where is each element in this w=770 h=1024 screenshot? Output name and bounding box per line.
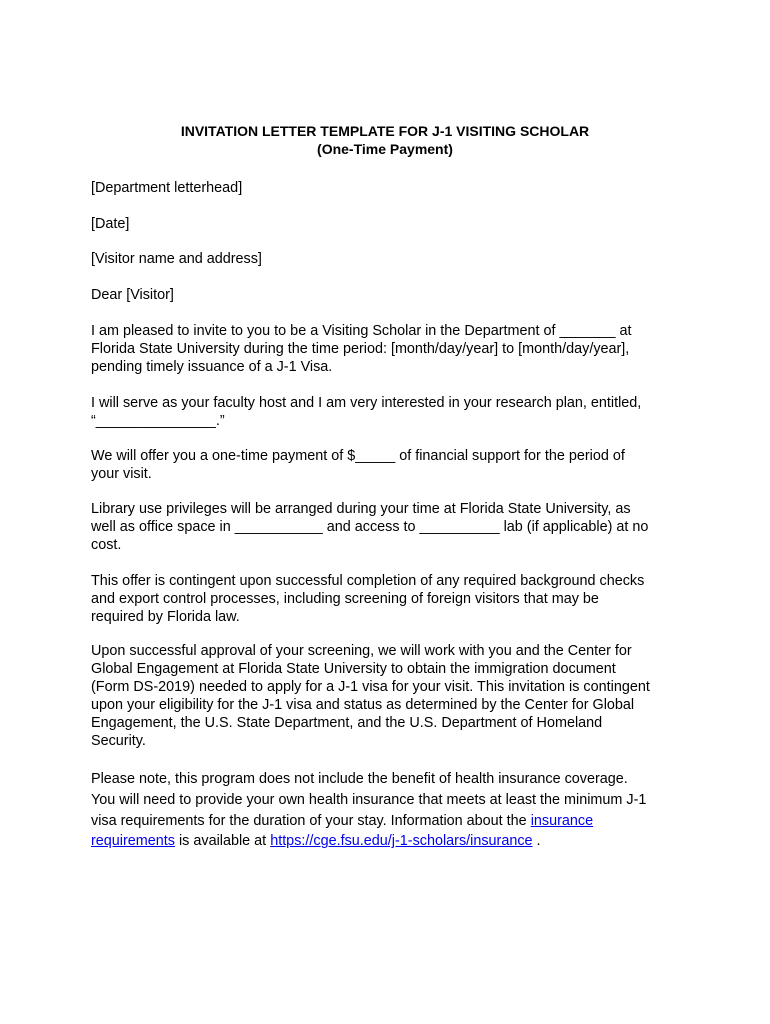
title-line-1: INVITATION LETTER TEMPLATE FOR J-1 VISITING SCHOLAR [180, 123, 590, 139]
available-at-text: is available at [174, 833, 271, 850]
paragraph-invitation: I am pleased to invite to you to be a Visiting Scholar in the Department of _______ at Florida State University during the time period: [month/day/year] to [month/day/year], pending timely issuance of a J-1 Visa. [91, 323, 632, 375]
letterhead-placeholder: [Department letterhead] [91, 180, 243, 196]
insurance-line-2: You will need to provide your own health insurance that meets at least the minimum J-1 [91, 791, 647, 808]
paragraph-library: Library use privileges will be arranged during your time at Florida State University, as well as office space in ___________ and access to __________ lab (if applicable) at no cost. [91, 501, 649, 553]
insurance-line-3 [91, 811, 691, 832]
paragraph-screening: Upon successful approval of your screening, we will work with you and the Center for Global Engagement at Florida State University to obtain the immigration document (Form DS-2019) needed to apply for a J-1 visa for your visit. This invitation is contingent upon your eligibility for the J-1 visa and status as determined by the Center for Global Engagement, the U.S. State Department, and the U.S. Department of Homeland Security. [91, 643, 650, 749]
insurance-line-3-text: visa requirements for the duration of your stay. Information about the [91, 812, 531, 829]
letter-title [0, 122, 770, 158]
paragraph-contingent: This offer is contingent upon successful completion of any required background checks and export control processes, including screening of foreign visitors that may be required by Florida law. [91, 573, 645, 625]
paragraph-payment: We will offer you a one-time payment of $_____ of financial support for the period of your visit. [91, 448, 625, 482]
paragraph-insurance-note [91, 769, 691, 852]
visitor-address-placeholder: [Visitor name and address] [91, 251, 262, 267]
insurance-requirements-link-part-1[interactable]: insurance [530, 812, 594, 829]
insurance-line-1: Please note, this program does not include the benefit of health insurance coverage. [91, 771, 628, 787]
date-placeholder: [Date] [91, 216, 130, 232]
insurance-url-link[interactable]: https://cge.fsu.edu/j-1-scholars/insurance [270, 833, 533, 850]
insurance-line-4 [91, 831, 691, 852]
insurance-requirements-link-part-2[interactable]: requirements [91, 833, 175, 850]
title-line-2: (One-Time Payment) [317, 141, 453, 157]
closing-period: . [532, 833, 541, 850]
salutation: Dear [Visitor] [91, 287, 174, 303]
paragraph-faculty-host: I will serve as your faculty host and I am very interested in your research plan, entitled, “_______________.” [91, 395, 642, 429]
